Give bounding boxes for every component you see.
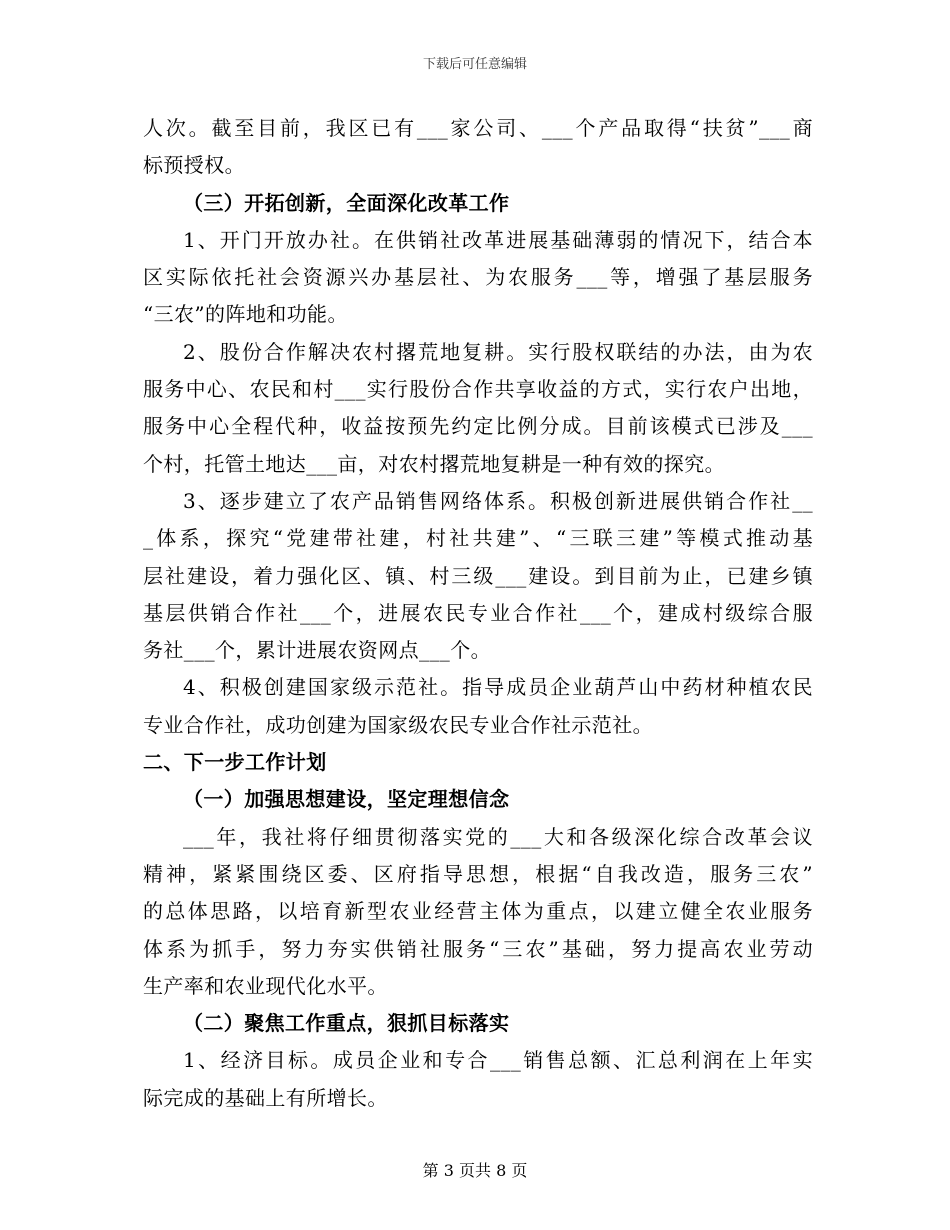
body-line: 际完成的基础上有所增长。 [143, 1085, 388, 1110]
body-line: 个村，托管土地达___亩，对农村撂荒地复耕是一种有效的探究。 [143, 451, 725, 476]
body-line: 服务中心全程代种，收益按预先约定比例分成。目前该模式已涉及___ [143, 414, 813, 439]
page-number: 第 3 页共 8 页 [422, 1161, 528, 1180]
body-line: 专业合作社，成功创建为国家级农民专业合作社示范社。 [143, 712, 653, 737]
section-heading: 二、下一步工作计划 [143, 750, 327, 775]
section-heading: （一）加强思想建设，坚定理想信念 [183, 787, 510, 812]
body-line: 1、开门开放办社。在供销社改革进展基础薄弱的情况下，结合本 [183, 227, 813, 252]
body-line: 生产率和农业现代化水平。 [143, 973, 388, 998]
body-line: 区实际依托社会资源兴办基层社、为农服务___等，增强了基层服务 [143, 265, 813, 290]
body-line: 体系为抓手，努力夯实供销社服务“三农”基础，努力提高农业劳动 [143, 936, 813, 961]
body-line: 务社___个，累计进展农资网点___个。 [143, 638, 491, 663]
body-line: 4、积极创建国家级示范社。指导成员企业葫芦山中药材种植农民 [183, 675, 813, 700]
body-line: 标预授权。 [143, 153, 245, 178]
body-line: 服务中心、农民和村___实行股份合作共享收益的方式，实行农户出地， [143, 377, 813, 402]
section-heading: （三）开拓创新，全面深化改革工作 [183, 190, 510, 215]
page-header: 下载后可任意编辑 [422, 57, 527, 72]
body-line: 基层供销合作社___个，进展农民专业合作社___个，建成村级综合服 [143, 600, 813, 625]
body-line: ___年，我社将仔细贯彻落实党的___大和各级深化综合改革会议 [183, 824, 813, 849]
body-line: 2、股份合作解决农村撂荒地复耕。实行股权联结的办法，由为农 [183, 339, 813, 364]
body-line: 1、经济目标。成员企业和专合___销售总额、汇总利润在上年实 [183, 1048, 813, 1073]
body-line: _体系，探究“党建带社建，村社共建”、“三联三建”等模式推动基 [143, 526, 813, 551]
body-line: 3、逐步建立了农产品销售网络体系。积极创新进展供销合作社__ [183, 488, 813, 513]
body-line: “三农”的阵地和功能。 [143, 302, 348, 327]
body-line: 层社建设，着力强化区、镇、村三级___建设。到目前为止，已建乡镇 [143, 563, 813, 588]
body-line: 的总体思路，以培育新型农业经营主体为重点，以建立健全农业服务 [143, 899, 813, 924]
body-line: 精神，紧紧围绕区委、区府指导思想，根据“自我改造，服务三农” [143, 861, 813, 886]
body-line: 人次。截至目前，我区已有___家公司、___个产品取得“扶贫”___商 [143, 116, 813, 140]
document-body [143, 110, 813, 1117]
section-heading: （二）聚焦工作重点，狠抓目标落实 [183, 1011, 510, 1036]
